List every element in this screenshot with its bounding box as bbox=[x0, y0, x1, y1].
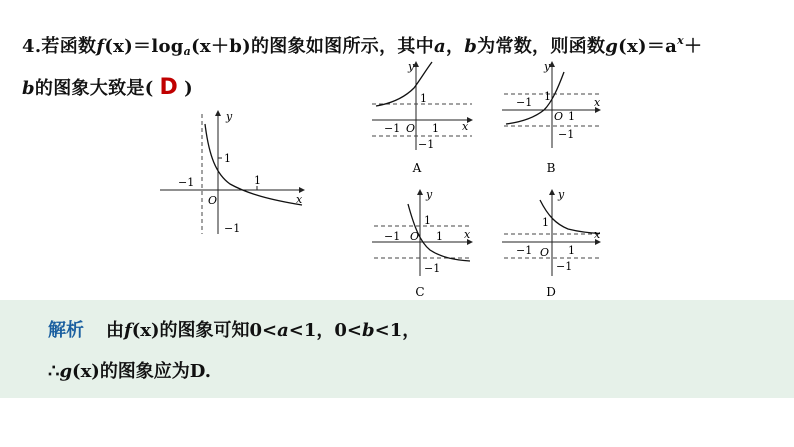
function-curve bbox=[205, 124, 302, 205]
tick-label: 1 bbox=[544, 90, 551, 103]
tick-label: 1 bbox=[420, 92, 427, 105]
x-label: x bbox=[594, 96, 601, 109]
tick-label: 1 bbox=[542, 216, 549, 229]
answer-letter: D bbox=[159, 75, 179, 100]
question-text: 的图象大致是( bbox=[34, 78, 154, 99]
tick-label: −1 bbox=[516, 244, 533, 257]
question-text: ＝a bbox=[646, 36, 678, 57]
tick-label: −1 bbox=[556, 260, 573, 273]
solution-text: (x) bbox=[72, 361, 100, 382]
therefore-symbol: ∴ bbox=[48, 361, 60, 382]
var-b: b bbox=[22, 78, 35, 99]
tick-label: −1 bbox=[516, 96, 533, 109]
option-label[interactable]: D bbox=[546, 285, 556, 299]
tick-label: 1 bbox=[436, 230, 443, 243]
question-text: (x) bbox=[618, 36, 647, 57]
solution-text: 的图象应为D. bbox=[99, 361, 212, 382]
var-a: a bbox=[277, 320, 289, 341]
tick-label: −1 bbox=[384, 122, 401, 135]
x-label: x bbox=[594, 228, 601, 241]
solution-text: 由 bbox=[106, 320, 124, 341]
var-b: b bbox=[362, 320, 375, 341]
option-label[interactable]: C bbox=[415, 285, 425, 299]
origin-label: O bbox=[406, 122, 416, 135]
tick-label: −1 bbox=[418, 138, 435, 151]
tick-label: 1 bbox=[424, 214, 431, 227]
question-text: 的图象如图所示，其中 bbox=[250, 36, 434, 57]
option-b-graph bbox=[496, 58, 606, 176]
question-line-1 bbox=[22, 32, 702, 58]
solution-text: (x) bbox=[131, 320, 160, 341]
y-label: y bbox=[558, 188, 565, 201]
option-curve bbox=[540, 200, 600, 234]
solution-line-2 bbox=[48, 357, 211, 383]
y-label: y bbox=[426, 188, 433, 201]
origin-label: O bbox=[554, 110, 564, 123]
origin-label: O bbox=[208, 194, 218, 207]
func-g: g bbox=[605, 36, 619, 57]
origin-label: O bbox=[540, 246, 550, 259]
tick-label: −1 bbox=[384, 230, 401, 243]
solution-text: <1， bbox=[374, 320, 421, 341]
question-text: ＋ bbox=[683, 36, 703, 57]
tick-label: −1 bbox=[224, 222, 241, 235]
tick-label: 1 bbox=[254, 174, 261, 187]
log-text: ＝log bbox=[133, 36, 184, 57]
option-d-graph bbox=[496, 186, 606, 304]
tick-label: 1 bbox=[568, 244, 575, 257]
main-function-graph bbox=[156, 106, 308, 238]
question-text: (x＋b) bbox=[191, 36, 251, 57]
question-text: ， bbox=[445, 36, 465, 57]
log-base-a: a bbox=[183, 45, 192, 58]
question-text: (x) bbox=[104, 36, 134, 57]
x-label: x bbox=[296, 193, 303, 206]
tick-label: 1 bbox=[568, 110, 575, 123]
question-number: 4. bbox=[22, 36, 42, 57]
func-g: g bbox=[59, 361, 73, 382]
tick-label: −1 bbox=[558, 128, 575, 141]
exponent-x: x bbox=[677, 34, 684, 47]
solution-text: 的图象可知0< bbox=[159, 320, 278, 341]
option-label[interactable]: B bbox=[546, 161, 556, 175]
tick-label: −1 bbox=[178, 176, 195, 189]
tick-label: 1 bbox=[224, 152, 231, 165]
tick-label: 1 bbox=[432, 122, 439, 135]
tick-label: −1 bbox=[424, 262, 441, 275]
origin-label: O bbox=[410, 230, 420, 243]
y-label: y bbox=[226, 110, 233, 123]
question-text: 为常数，则函数 bbox=[477, 36, 606, 57]
solution-line-1 bbox=[48, 316, 420, 342]
func-f: f bbox=[96, 36, 105, 57]
option-c-graph bbox=[370, 186, 480, 304]
solution-text: <1，0< bbox=[288, 320, 363, 341]
y-label: y bbox=[544, 60, 551, 73]
question-text: 若函数 bbox=[41, 36, 97, 57]
x-label: x bbox=[462, 120, 469, 133]
var-a: a bbox=[433, 36, 446, 57]
option-a-graph bbox=[370, 58, 480, 176]
func-f: f bbox=[124, 320, 132, 341]
x-label: x bbox=[464, 228, 471, 241]
solution-label: 解析 bbox=[48, 320, 84, 341]
option-label[interactable]: A bbox=[412, 161, 422, 175]
question-line-2 bbox=[22, 74, 193, 100]
y-label: y bbox=[408, 60, 415, 73]
var-b: b bbox=[464, 36, 478, 57]
solution-panel bbox=[0, 300, 794, 398]
question-text: ) bbox=[184, 78, 193, 99]
